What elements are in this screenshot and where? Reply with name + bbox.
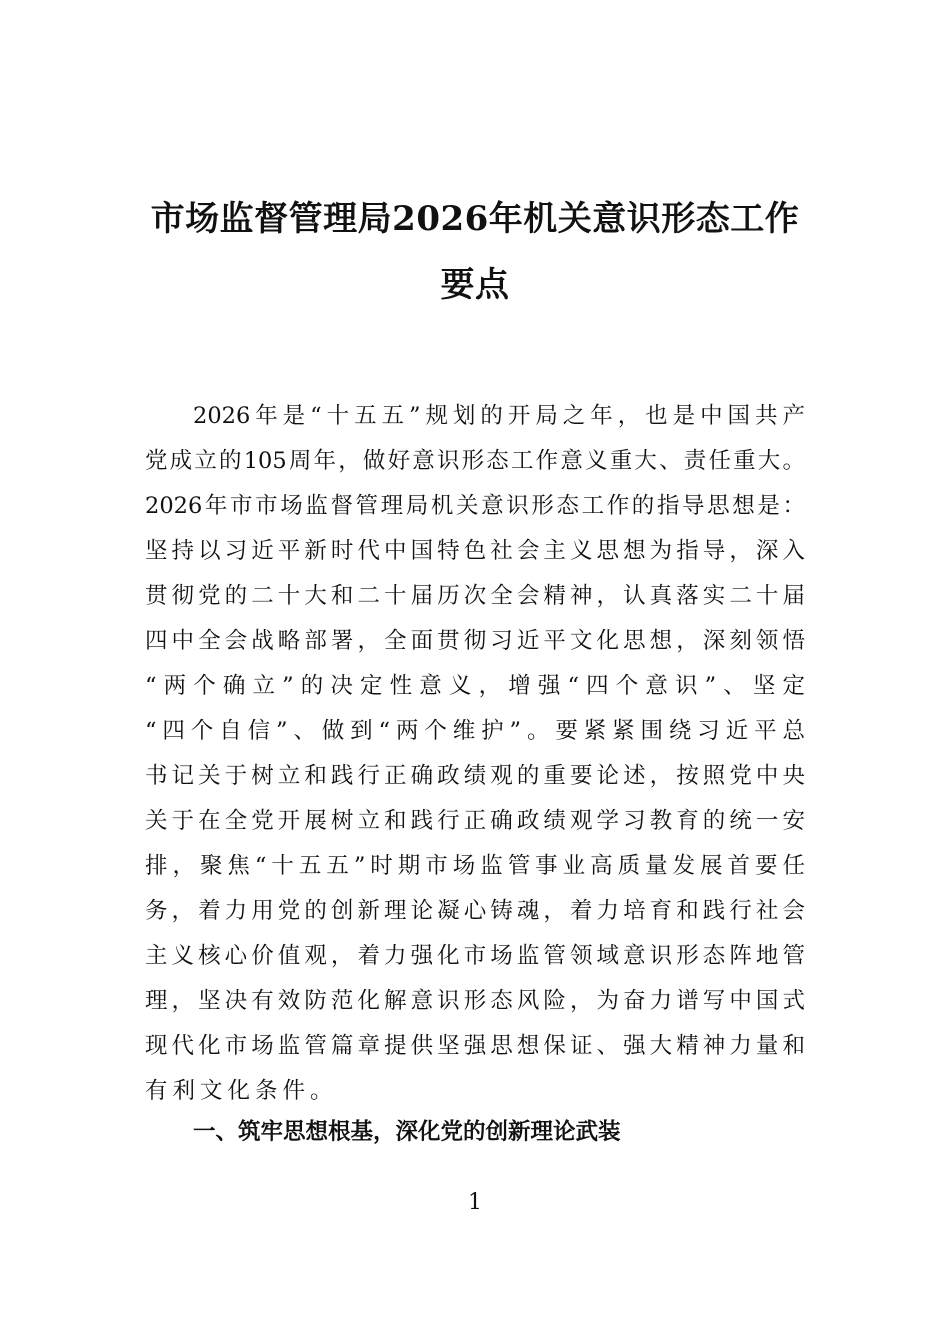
paragraph-line: 四中全会战略部署，全面贯彻习近平文化思想，深刻领悟 <box>145 628 805 654</box>
paragraph-line: “四个自信”、做到“两个维护”。要紧紧围绕习近平总 <box>145 718 805 744</box>
paragraph-line: 务，着力用党的创新理论凝心铸魂，着力培育和践行社会 <box>145 898 805 924</box>
paragraph-line: 书记关于树立和践行正确政绩观的重要论述，按照党中央 <box>145 763 805 789</box>
paragraph-line: 关于在全党开展树立和践行正确政绩观学习教育的统一安 <box>145 808 805 834</box>
section-heading: 一、筑牢思想根基，深化党的创新理论武装 <box>193 1119 621 1145</box>
paragraph-line: “两个确立”的决定性意义，增强“四个意识”、坚定 <box>145 673 805 699</box>
paragraph-line: 2026年是“十五五”规划的开局之年，也是中国共产 <box>193 403 805 429</box>
paragraph-line: 现代化市场监管篇章提供坚强思想保证、强大精神力量和 <box>145 1033 805 1059</box>
document-title-line-1: 市场监督管理局2026年机关意识形态工作 <box>150 199 800 239</box>
paragraph-line: 党成立的105周年，做好意识形态工作意义重大、责任重大。 <box>145 448 805 474</box>
paragraph-line: 坚持以习近平新时代中国特色社会主义思想为指导，深入 <box>145 538 805 564</box>
paragraph-line: 2026年市市场监督管理局机关意识形态工作的指导思想是： <box>145 493 805 519</box>
paragraph-line: 主义核心价值观，着力强化市场监管领域意识形态阵地管 <box>145 943 805 969</box>
page-number: 1 <box>468 1190 482 1215</box>
paragraph-line: 排，聚焦“十五五”时期市场监管事业高质量发展首要任 <box>145 853 805 879</box>
paragraph-line: 贯彻党的二十大和二十届历次全会精神，认真落实二十届 <box>145 583 805 609</box>
paragraph-line: 理，坚决有效防范化解意识形态风险，为奋力谱写中国式 <box>145 988 805 1014</box>
document-title-line-2: 要点 <box>440 265 510 305</box>
paragraph-line: 有利文化条件。 <box>145 1078 338 1104</box>
